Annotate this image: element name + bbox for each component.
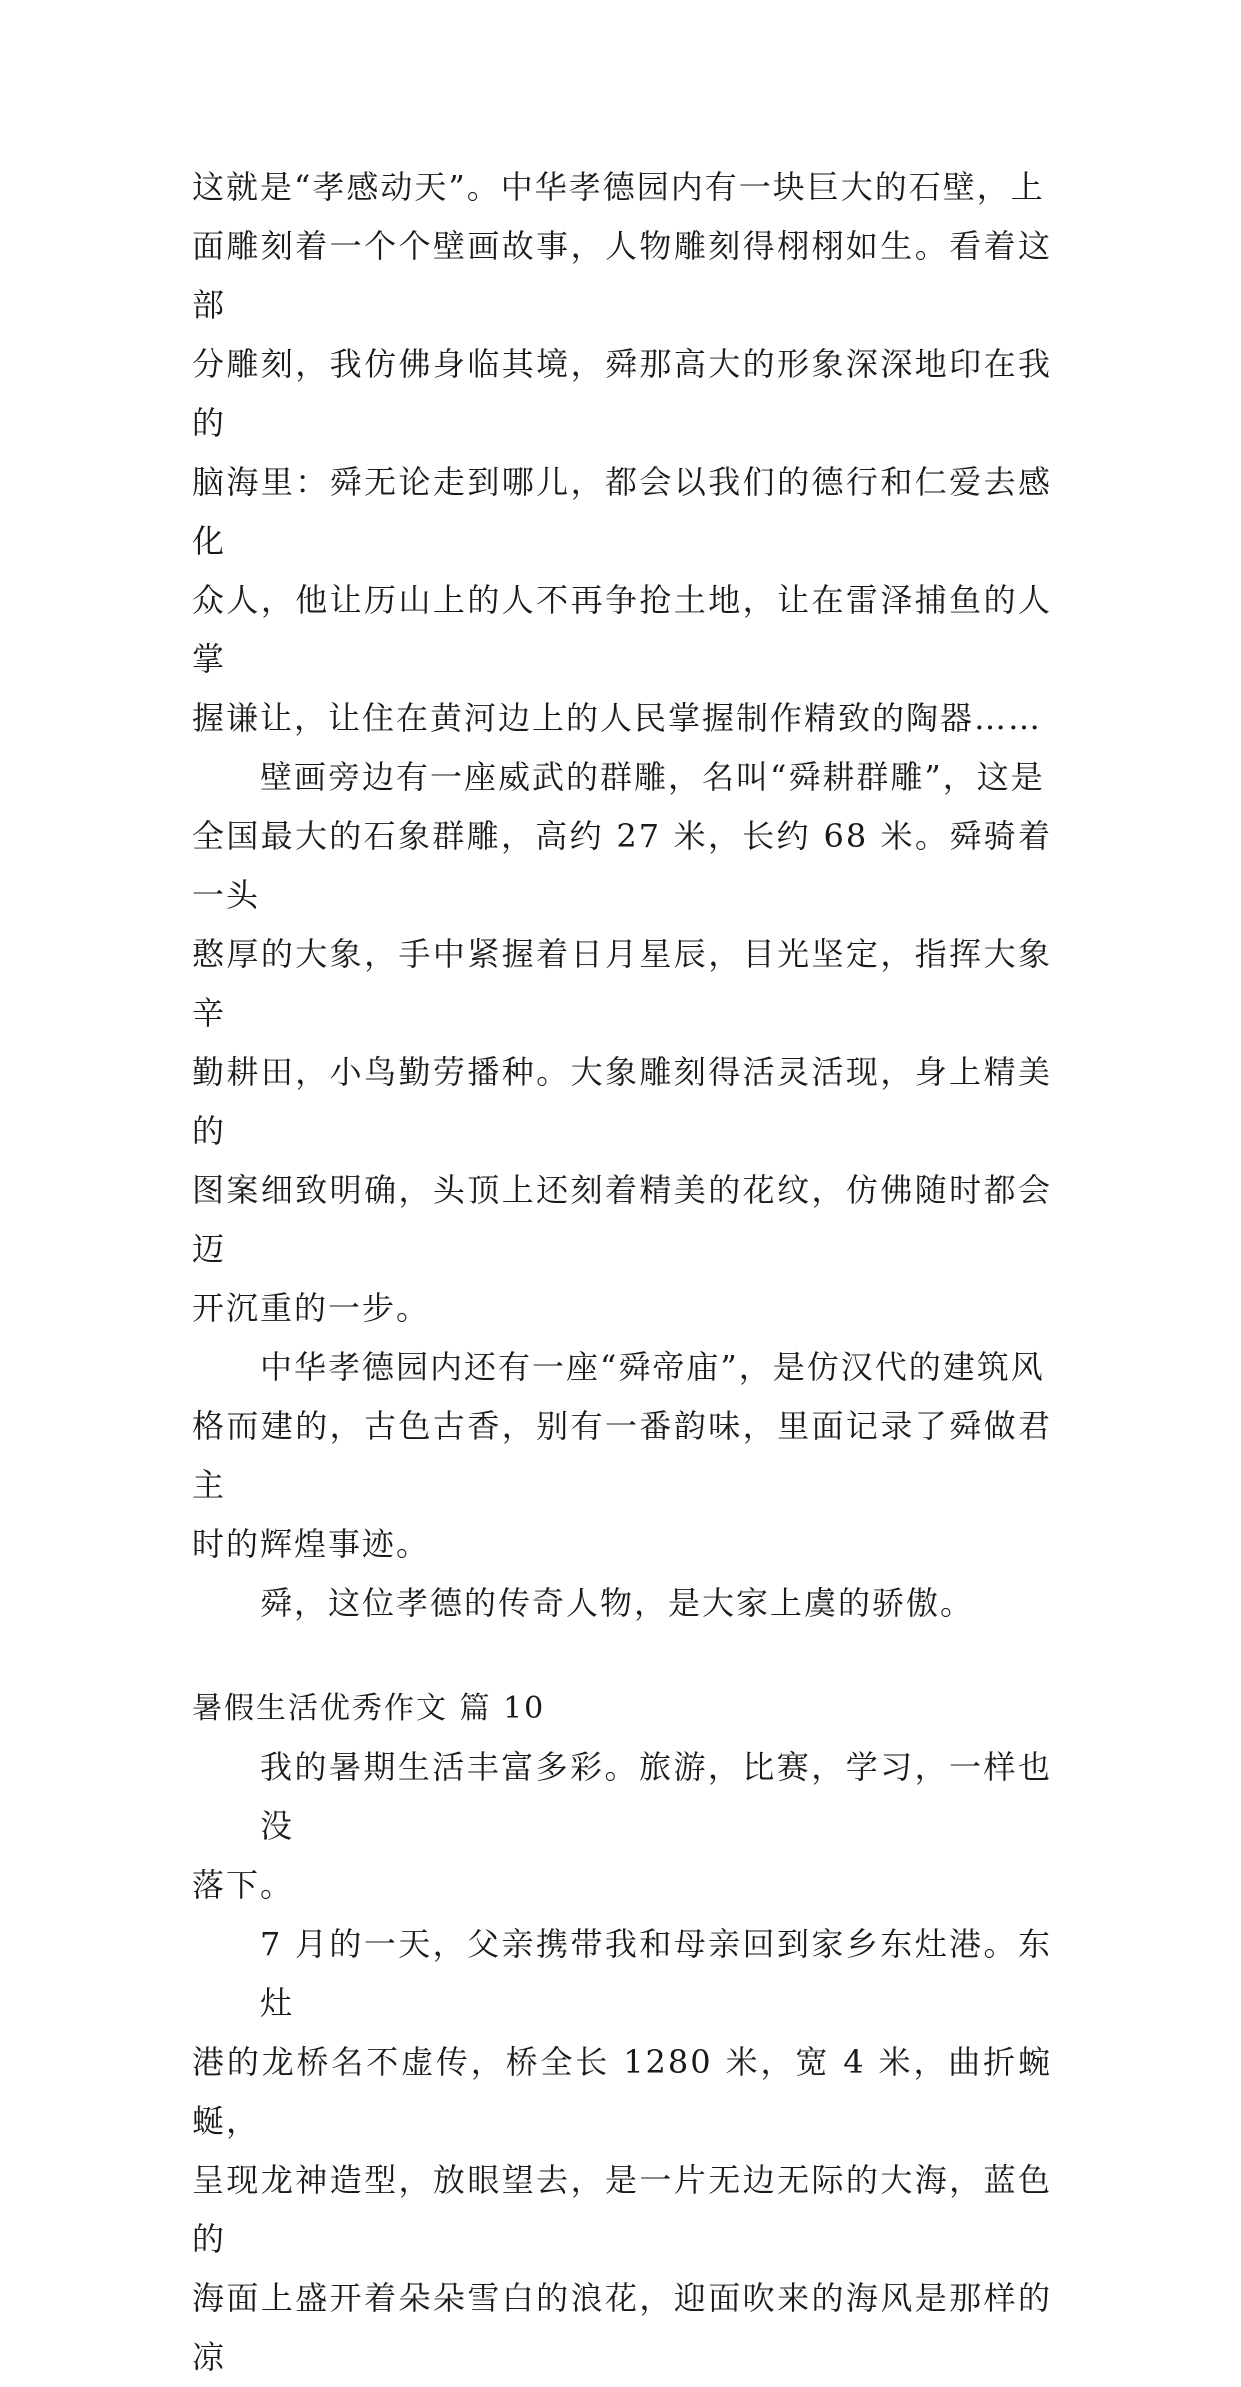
text-line: 落下。 — [192, 1866, 295, 1904]
text-line: 呈现龙神造型，放眼望去，是一片无边无际的大海，蓝色的 — [192, 2161, 1052, 2258]
text-line: 开沉重的一步。 — [192, 1289, 431, 1327]
text-line: 中华孝德园内还有一座“舜帝庙”，是仿汉代的建筑风 — [260, 1348, 1045, 1386]
paragraph-shun-plowing-sculpture — [192, 748, 1052, 1338]
text-line: 憨厚的大象，手中紧握着日月星辰，目光坚定，指挥大象辛 — [192, 935, 1052, 1032]
text-line: 握谦让，让住在黄河边上的人民掌握制作精致的陶器…… — [192, 699, 1043, 737]
paragraph-filial-piety-moves-heaven — [192, 158, 1052, 748]
text-line: 港的龙桥名不虚传，桥全长 1280 米，宽 4 米，曲折蜿蜒， — [192, 2043, 1052, 2140]
paragraph-summer-life-intro — [192, 1738, 1052, 1915]
text-line: 众人，他让历山上的人不再争抢土地，让在雷泽捕鱼的人掌 — [192, 581, 1052, 678]
text-line: 我的暑期生活丰富多彩。旅游，比赛，学习，一样也没 — [260, 1748, 1052, 1845]
document-body — [192, 158, 1052, 2387]
text-line: 面雕刻着一个个壁画故事，人物雕刻得栩栩如生。看着这部 — [192, 227, 1052, 324]
paragraph-shun-pride — [192, 1574, 1052, 1633]
text-line: 分雕刻，我仿佛身临其境，舜那高大的形象深深地印在我的 — [192, 345, 1052, 442]
text-line: 勤耕田，小鸟勤劳播种。大象雕刻得活灵活现，身上精美的 — [192, 1053, 1052, 1150]
section-heading: 暑假生活优秀作文 篇 10 — [192, 1691, 546, 1726]
paragraph-dongzaogang-trip — [192, 1915, 1052, 2387]
text-line: 脑海里：舜无论走到哪儿，都会以我们的德行和仁爱去感化 — [192, 463, 1052, 560]
text-line: 壁画旁边有一座威武的群雕，名叫“舜耕群雕”，这是 — [260, 758, 1045, 796]
text-line: 格而建的，古色古香，别有一番韵味，里面记录了舜做君主 — [192, 1407, 1052, 1504]
text-line: 舜，这位孝德的传奇人物，是大家上虞的骄傲。 — [260, 1584, 975, 1622]
text-line: 海面上盛开着朵朵雪白的浪花，迎面吹来的海风是那样的凉 — [192, 2279, 1052, 2376]
text-line: 这就是“孝感动天”。中华孝德园内有一块巨大的石壁，上 — [192, 168, 1045, 206]
text-line: 图案细致明确，头顶上还刻着精美的花纹，仿佛随时都会迈 — [192, 1171, 1052, 1268]
text-line: 时的辉煌事迹。 — [192, 1525, 431, 1563]
paragraph-shun-emperor-temple — [192, 1338, 1052, 1574]
text-line: 全国最大的石象群雕，高约 27 米，长约 68 米。舜骑着一头 — [192, 817, 1052, 914]
text-line: 7 月的一天，父亲携带我和母亲回到家乡东灶港。东灶 — [260, 1925, 1052, 2022]
